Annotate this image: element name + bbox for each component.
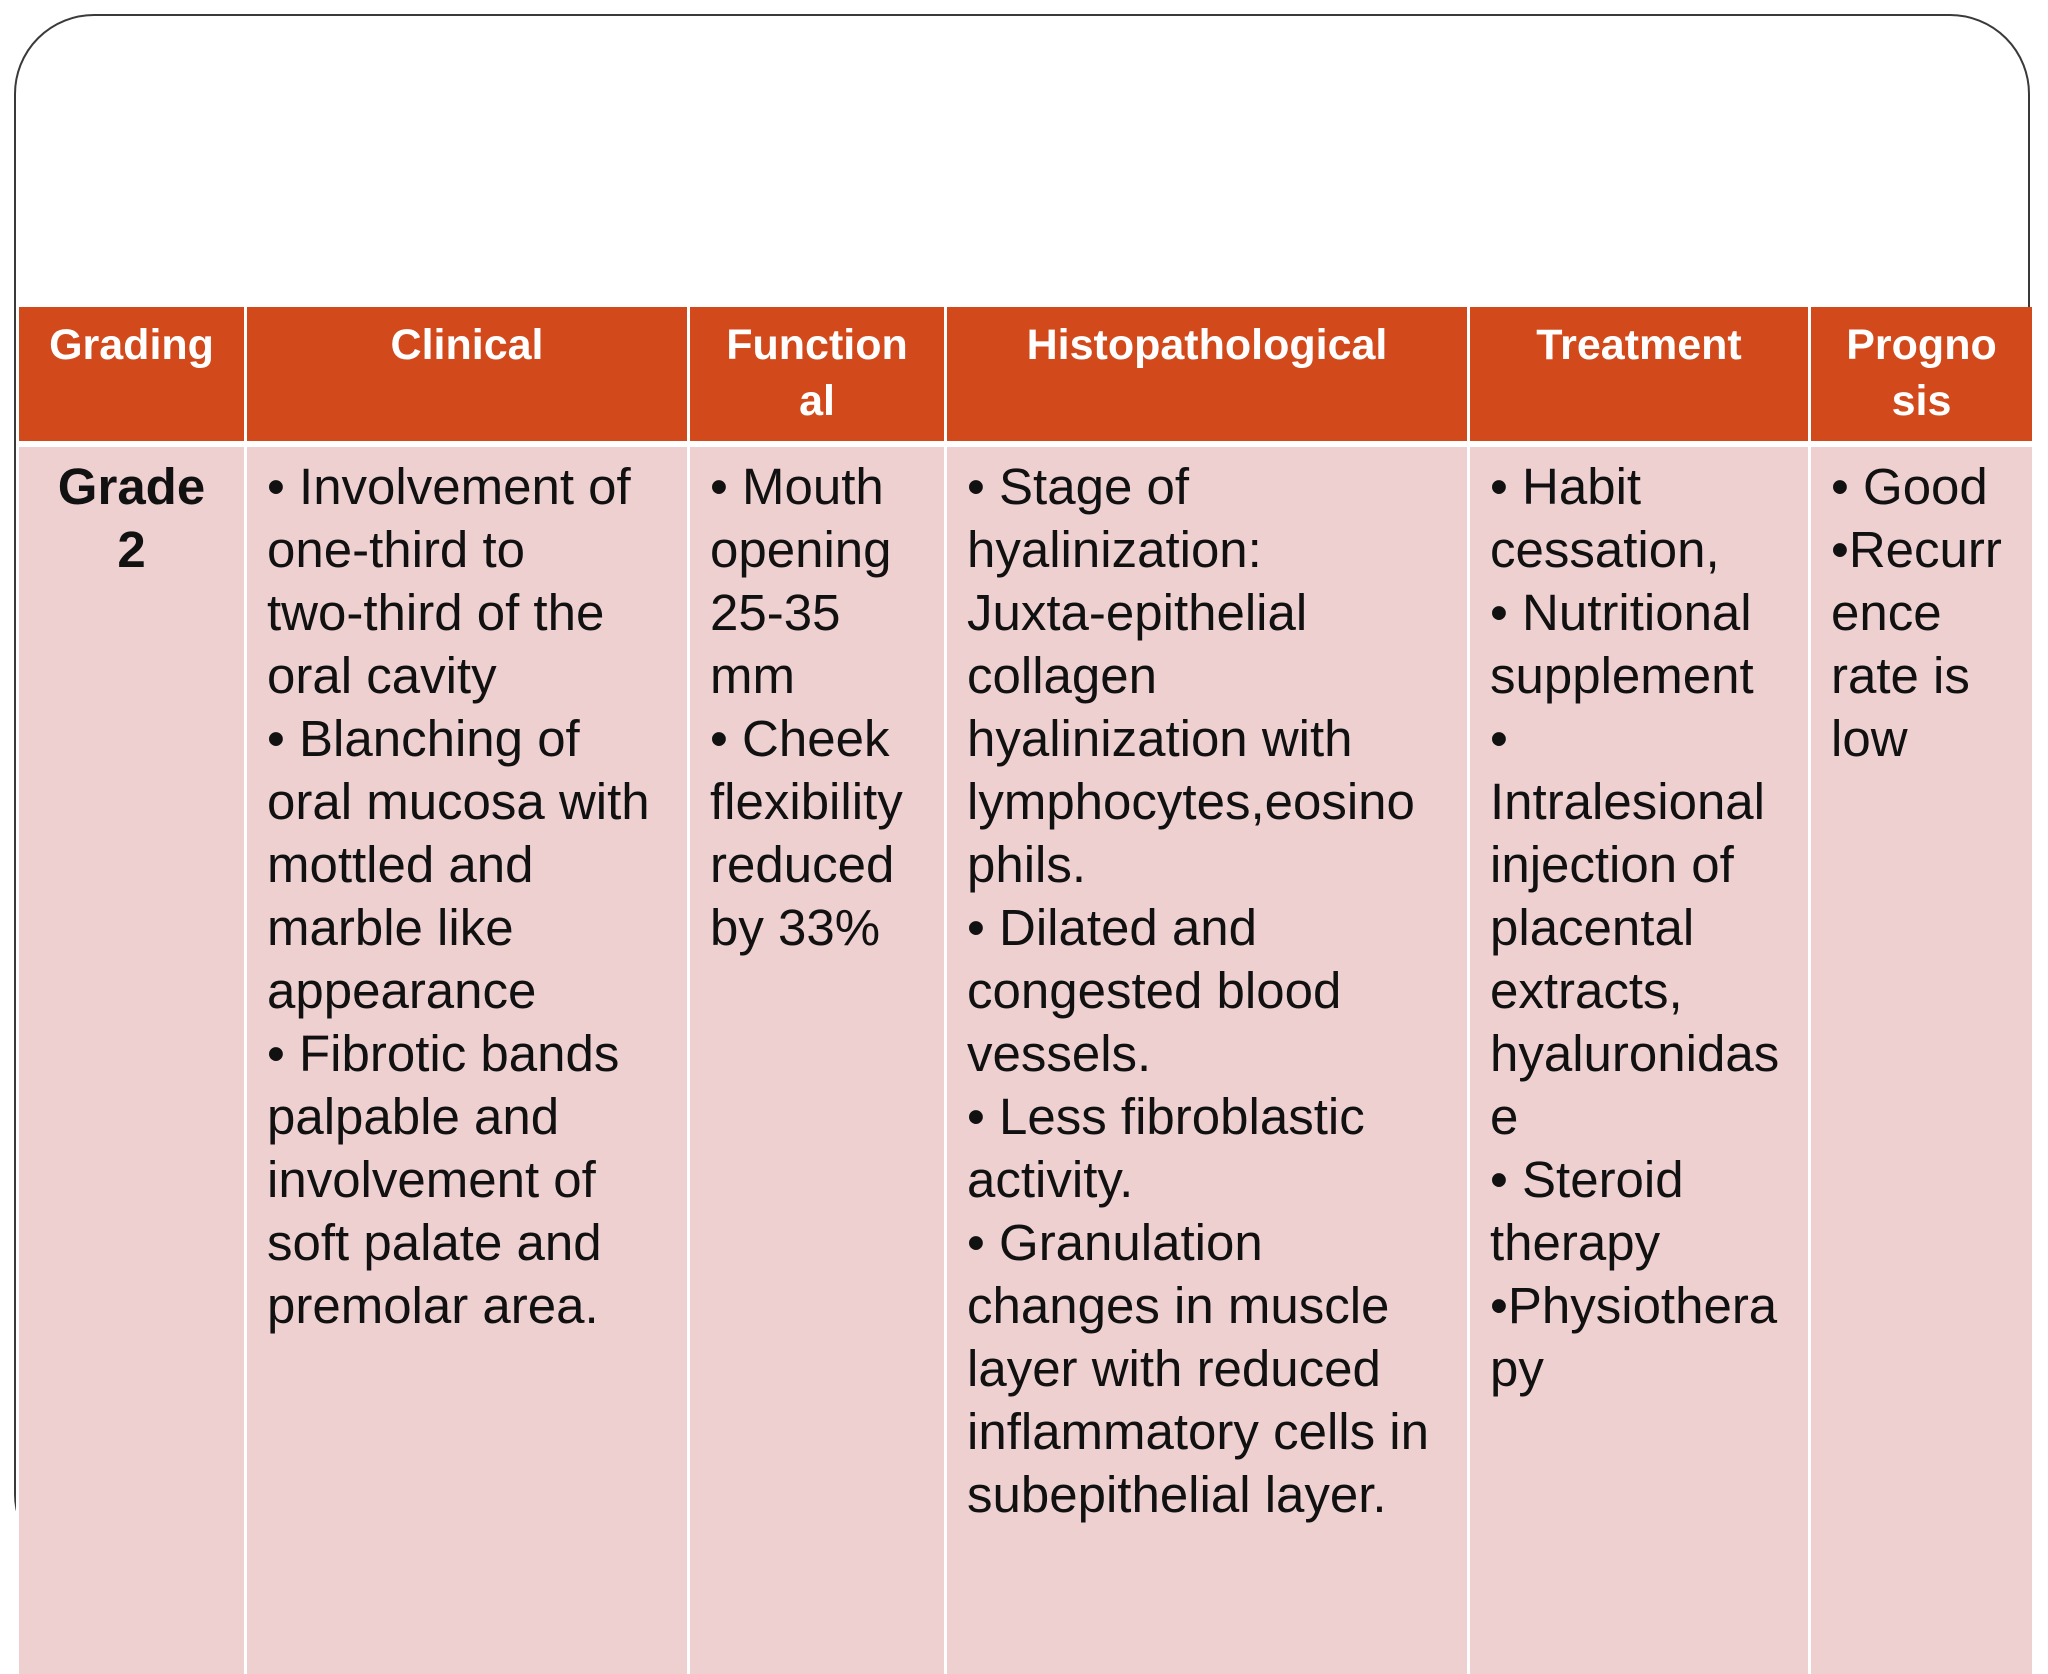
header-line: Progno (1846, 321, 1997, 369)
cell-line: soft palate and (267, 1214, 602, 1271)
cell-line: cessation, (1490, 521, 1720, 578)
cell-line: supplement (1490, 647, 1754, 704)
cell-line: vessels. (967, 1025, 1152, 1082)
functional-cell (689, 444, 946, 1674)
header-histopathological: Histopathological (946, 307, 1469, 444)
cell-line: Intralesional (1490, 773, 1765, 830)
header-line: sis (1891, 377, 1952, 425)
cell-line: opening (710, 521, 892, 578)
cell-line: • (1490, 710, 1508, 767)
cell-line: hyalinization with (967, 710, 1353, 767)
cell-line: • Nutritional (1490, 584, 1752, 641)
header-line: al (799, 377, 835, 425)
cell-line: changes in muscle (967, 1277, 1390, 1334)
cell-line: oral mucosa with (267, 773, 650, 830)
header-treatment: Treatment (1469, 307, 1810, 444)
header-clinical: Clinical (246, 307, 689, 444)
cell-line: inflammatory cells in (967, 1403, 1429, 1460)
cell-line: flexibility (710, 773, 903, 830)
cell-line: by 33% (710, 899, 881, 956)
header-grading: Grading (18, 307, 246, 444)
prognosis-cell (1810, 444, 2034, 1674)
cell-line: rate is (1831, 647, 1970, 704)
cell-line: reduced (710, 836, 895, 893)
cell-line: low (1831, 710, 1908, 767)
treatment-cell (1469, 444, 1810, 1674)
cell-line: • Steroid (1490, 1151, 1684, 1208)
cell-line: involvement of (267, 1151, 596, 1208)
cell-line: •Physiothera (1490, 1277, 1778, 1334)
cell-line: injection of (1490, 836, 1734, 893)
cell-line: subepithelial layer. (967, 1466, 1387, 1523)
cell-line: • Cheek (710, 710, 890, 767)
cell-line: • Blanching of (267, 710, 580, 767)
cell-line: • Granulation (967, 1214, 1263, 1271)
cell-line: hyalinization: (967, 521, 1262, 578)
cell-line: • Good (1831, 458, 1988, 515)
grading-table (16, 307, 2035, 1674)
cell-line: • Fibrotic bands (267, 1025, 620, 1082)
cell-line: phils. (967, 836, 1087, 893)
cell-line: hyaluronidas (1490, 1025, 1780, 1082)
cell-line: mottled and (267, 836, 534, 893)
cell-line: marble like (267, 899, 514, 956)
header-line: Function (726, 321, 908, 369)
cell-line: py (1490, 1340, 1544, 1397)
histopathological-cell (946, 444, 1469, 1674)
cell-line: ence (1831, 584, 1942, 641)
cell-line: lymphocytes,eosino (967, 773, 1415, 830)
cell-line: palpable and (267, 1088, 560, 1145)
cell-line: • Involvement of (267, 458, 631, 515)
cell-line: e (1490, 1088, 1519, 1145)
cell-line: • Dilated and (967, 899, 1258, 956)
table-row (18, 444, 2034, 1674)
cell-line: appearance (267, 962, 537, 1019)
cell-line: mm (710, 647, 795, 704)
cell-line: one-third to (267, 521, 525, 578)
cell-line: therapy (1490, 1214, 1661, 1271)
cell-line: • Mouth (710, 458, 884, 515)
cell-line: 2 (117, 521, 146, 578)
cell-line: extracts, (1490, 962, 1683, 1019)
header-functional (689, 307, 946, 444)
cell-line: • Habit (1490, 458, 1642, 515)
cell-line: Grade (57, 458, 206, 515)
cell-line: layer with reduced (967, 1340, 1381, 1397)
cell-line: collagen (967, 647, 1157, 704)
cell-line: activity. (967, 1151, 1134, 1208)
cell-line: •Recurr (1831, 521, 2002, 578)
cell-line: placental (1490, 899, 1695, 956)
table-header-row (18, 307, 2034, 444)
cell-line: 25-35 (710, 584, 841, 641)
cell-line: two-third of the (267, 584, 605, 641)
header-prognosis (1810, 307, 2034, 444)
cell-line: Juxta-epithelial (967, 584, 1308, 641)
cell-line: • Less fibroblastic (967, 1088, 1365, 1145)
cell-line: premolar area. (267, 1277, 599, 1334)
clinical-cell (246, 444, 689, 1674)
cell-line: • Stage of (967, 458, 1190, 515)
cell-line: congested blood (967, 962, 1342, 1019)
grading-cell (18, 444, 246, 1674)
cell-line: oral cavity (267, 647, 497, 704)
